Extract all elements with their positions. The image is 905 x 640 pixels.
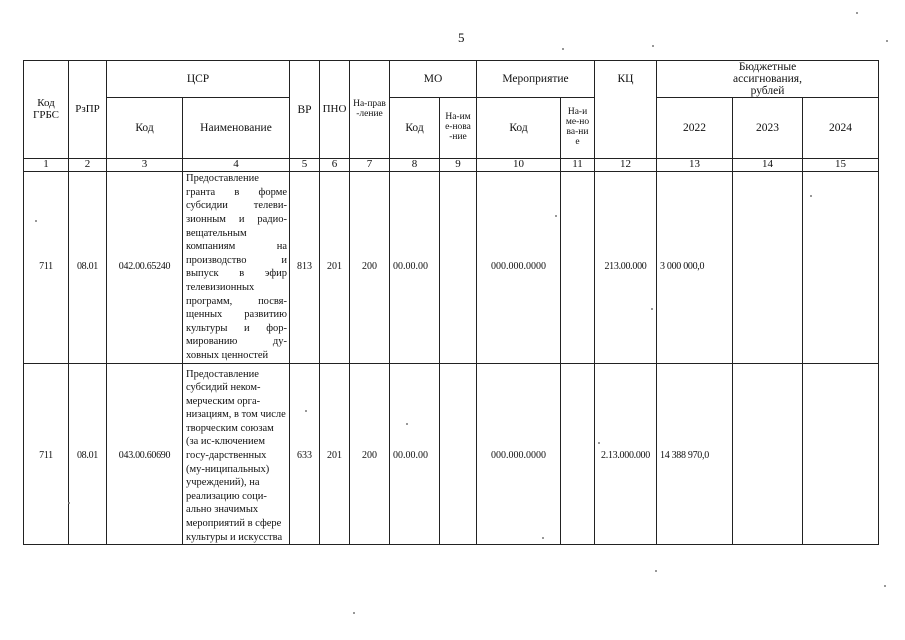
header-kc-empty <box>595 98 657 159</box>
header-budget: Бюджетные ассигнования, рублей <box>657 61 879 98</box>
cell-mo-naim <box>440 172 477 363</box>
header-napravlenie <box>350 61 390 159</box>
scan-speck <box>542 537 544 539</box>
scan-speck <box>562 48 564 50</box>
scan-speck <box>886 40 888 42</box>
cell-kod-grbs: 711 <box>24 172 69 363</box>
header-kod-grbs: Код ГРБС <box>24 61 69 159</box>
cell-kod-grbs: 711 <box>24 363 69 545</box>
cell-mo-kod: 00.00.00 <box>390 363 440 545</box>
header-napravlenie-text: На-прав-ление <box>353 98 386 119</box>
column-number: 2 <box>69 159 107 172</box>
header-vr: ВР <box>290 61 320 159</box>
cell-2024 <box>803 172 879 363</box>
column-number: 14 <box>733 159 803 172</box>
header-mo-kod: Код <box>390 98 440 159</box>
cell-kc: 2.13.000.000 <box>595 363 657 545</box>
cell-mo-naim <box>440 363 477 545</box>
column-number: 8 <box>390 159 440 172</box>
header-year-2024: 2024 <box>803 98 879 159</box>
budget-table <box>23 60 879 545</box>
cell-2023 <box>733 172 803 363</box>
column-number: 7 <box>350 159 390 172</box>
table-row <box>24 172 879 363</box>
cell-mer-naim <box>561 172 595 363</box>
header-csr-kod: Код <box>107 98 183 159</box>
scan-speck <box>35 220 37 222</box>
column-number: 15 <box>803 159 879 172</box>
header-mer-kod: Код <box>477 98 561 159</box>
header-meropriyatie: Мероприятие <box>477 61 595 98</box>
cell-napravlenie: 200 <box>350 363 390 545</box>
cell-mo-kod: 00.00.00 <box>390 172 440 363</box>
header-csr: ЦСР <box>107 61 290 98</box>
cell-rzpr: 08.01 <box>69 363 107 545</box>
header-pno: ПНО <box>320 61 350 159</box>
cell-2022: 14 388 970,0 <box>657 363 733 545</box>
scan-speck <box>856 12 858 14</box>
scan-speck <box>651 308 653 310</box>
scan-speck <box>68 502 70 504</box>
column-number: 3 <box>107 159 183 172</box>
scan-speck <box>598 442 600 444</box>
cell-vr: 813 <box>290 172 320 363</box>
cell-naimenovanie: Предоставление субсидий неком-мерческим орга-низациям, в том числе творческим союзам (за ис-ключением госу-дарственных (му-ниципальных) учреждений), на реализацию соци-ально значимых мероприятий в сфере культуры и искусства <box>183 363 290 545</box>
cell-2022: 3 000 000,0 <box>657 172 733 363</box>
cell-napravlenie: 200 <box>350 172 390 363</box>
cell-mer-naim <box>561 363 595 545</box>
header-year-2023: 2023 <box>733 98 803 159</box>
scan-speck <box>305 410 307 412</box>
scan-speck <box>884 585 886 587</box>
column-number: 9 <box>440 159 477 172</box>
column-number: 6 <box>320 159 350 172</box>
column-number: 1 <box>24 159 69 172</box>
header-mo: МО <box>390 61 477 98</box>
scan-speck <box>655 570 657 572</box>
cell-mer-kod: 000.000.0000 <box>477 363 561 545</box>
scan-speck <box>652 45 654 47</box>
scan-speck <box>810 195 812 197</box>
column-number: 10 <box>477 159 561 172</box>
header-mer-naimenovanie-text: На-име-нова-ние <box>565 107 590 148</box>
cell-pno: 201 <box>320 363 350 545</box>
cell-pno: 201 <box>320 172 350 363</box>
header-mer-naimenovanie <box>561 98 595 159</box>
column-number: 4 <box>183 159 290 172</box>
cell-csr-kod: 043.00.60690 <box>107 363 183 545</box>
cell-csr-kod: 042.00.65240 <box>107 172 183 363</box>
cell-2023 <box>733 363 803 545</box>
cell-vr: 633 <box>290 363 320 545</box>
header-mo-naimenovanie <box>440 98 477 159</box>
header-year-2022: 2022 <box>657 98 733 159</box>
cell-naimenovanie: Предоставление гранта в форме субсидии телеви-зионным и радио-вещательным компаниям на производство и выпуск в эфир телевизионных программ, посвя-щенных развитию культуры и фор-мированию ду-ховных ценностей <box>183 172 290 363</box>
header-csr-naimenovanie: Наименование <box>183 98 290 159</box>
column-number: 13 <box>657 159 733 172</box>
header-rzpr: РзПР <box>69 61 107 159</box>
scan-speck <box>353 612 355 614</box>
scan-speck <box>555 215 557 217</box>
cell-mer-kod: 000.000.0000 <box>477 172 561 363</box>
page-number: 5 <box>458 30 465 45</box>
cell-rzpr: 08.01 <box>69 172 107 363</box>
header-mo-naimenovanie-text: На-име-нова-ние <box>445 112 471 143</box>
cell-2024 <box>803 363 879 545</box>
header-kc: КЦ <box>595 61 657 98</box>
scan-speck <box>406 423 408 425</box>
column-number: 5 <box>290 159 320 172</box>
column-number: 12 <box>595 159 657 172</box>
column-number: 11 <box>561 159 595 172</box>
table-row <box>24 363 879 545</box>
cell-kc: 213.00.000 <box>595 172 657 363</box>
